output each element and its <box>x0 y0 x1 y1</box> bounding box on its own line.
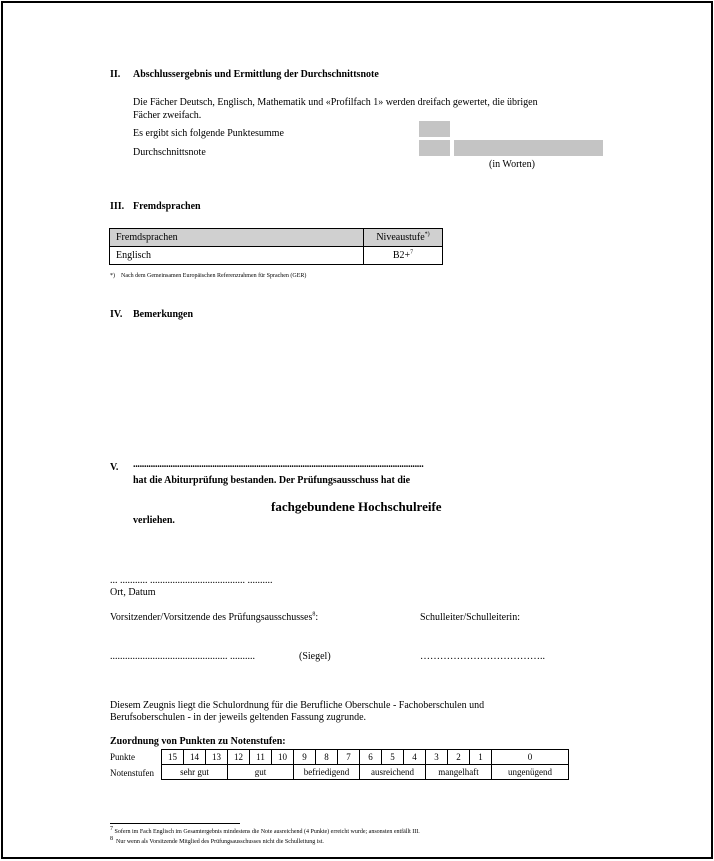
seal-label: (Siegel) <box>299 651 331 662</box>
footnote-7: $^7$ Sofern im Fach Englisch im Gesamtergebnis mindestens die Note ausreichend (4 Punkte) erreicht wurde; ansonsten entfällt III. <box>110 826 420 835</box>
points-cell: 6 <box>360 750 382 765</box>
principal-signature-dots: ……………………………….. <box>420 651 545 662</box>
points-cell: 13 <box>206 750 228 765</box>
footnote-divider <box>110 823 240 824</box>
section-3-number: III. <box>110 201 125 212</box>
points-cell: 4 <box>404 750 426 765</box>
regulation-note-line2: Berufsoberschulen - in der jeweils geltenden Fassung zugrunde. <box>110 712 367 723</box>
grade-cell: sehr gut <box>162 765 228 780</box>
place-date-dots: ... ........... ...................................... .......... <box>110 575 273 586</box>
weighting-text-line2: Fächer zweifach. <box>133 110 202 121</box>
ger-footnote: *) Nach dem Gemeinsamen Europäischen Referenzrahmen für Sprachen (GER) <box>110 273 307 279</box>
points-cell: 14 <box>184 750 206 765</box>
section-2-title: Abschlussergebnis und Ermittlung der Durchschnittsnote <box>133 69 379 80</box>
regulation-note-line1: Diesem Zeugnis liegt die Schulordnung für die Berufliche Oberschule - Fachoberschulen und <box>110 700 485 711</box>
footnote-8: $^8$ Nur wenn als Vorsitzende Mitglied des Prüfungsausschusses nicht die Schulleitung ist. <box>110 836 324 845</box>
average-grade-field <box>419 140 450 156</box>
passed-statement: hat die Abiturprüfung bestanden. Der Prüfungsausschuss hat die <box>133 475 411 486</box>
grade-mapping-table <box>161 749 569 780</box>
points-cell: 7 <box>338 750 360 765</box>
grade-mapping-title: Zuordnung von Punkten zu Notenstufen: <box>110 736 286 747</box>
points-sum-label: Es ergibt sich folgende Punktesumme <box>133 128 284 139</box>
points-cell: 0 <box>492 750 569 765</box>
grade-cell: ausreichend <box>360 765 426 780</box>
points-sum-field <box>419 121 450 137</box>
languages-table <box>109 228 443 265</box>
points-cell: 2 <box>448 750 470 765</box>
points-cell: 11 <box>250 750 272 765</box>
grade-cell: gut <box>228 765 294 780</box>
weighting-text-line1: Die Fächer Deutsch, Englisch, Mathematik und «Profilfach 1» werden dreifach gewertet, die übrigen <box>133 97 538 108</box>
average-grade-words-field <box>454 140 603 156</box>
section-4-number: IV. <box>110 309 123 320</box>
points-cell: 10 <box>272 750 294 765</box>
place-date-label: Ort, Datum <box>110 587 156 598</box>
in-words-caption: (in Worten) <box>489 159 535 170</box>
points-cell: 9 <box>294 750 316 765</box>
points-row <box>162 750 569 765</box>
table-row <box>110 247 443 265</box>
chair-signature-dots: ............................................... .......... <box>110 651 255 662</box>
section-4-title: Bemerkungen <box>133 309 193 320</box>
average-grade-label: Durchschnittsnote <box>133 147 206 158</box>
grade-cell: ungenügend <box>492 765 569 780</box>
points-cell: 15 <box>162 750 184 765</box>
points-cell: 12 <box>228 750 250 765</box>
languages-table-header <box>110 229 443 247</box>
conferred-text: verliehen. <box>133 515 175 526</box>
certificate-page <box>1 1 713 859</box>
level-cell: B2+$^7$ <box>364 247 443 265</box>
grades-row-label: Notenstufen <box>110 768 154 778</box>
section-3-title: Fremdsprachen <box>133 201 201 212</box>
grades-row <box>162 765 569 780</box>
grade-cell: befriedigend <box>294 765 360 780</box>
section-2-number: II. <box>110 69 121 80</box>
degree-title: fachgebundene Hochschulreife <box>271 499 442 514</box>
points-cell: 1 <box>470 750 492 765</box>
section-5-number: V. <box>110 462 119 473</box>
language-cell: Englisch <box>110 247 364 265</box>
points-cell: 8 <box>316 750 338 765</box>
grade-cell: mangelhaft <box>426 765 492 780</box>
principal-label: Schulleiter/Schulleiterin: <box>420 612 520 623</box>
chair-label: Vorsitzender/Vorsitzende des Prüfungsausschusses$^8$: <box>110 611 319 623</box>
name-dotted-line: .................................................................................................................................... <box>133 459 424 470</box>
languages-col-header: Fremdsprachen <box>110 229 364 247</box>
points-row-label: Punkte <box>110 752 136 762</box>
level-col-header: Niveaustufe*) <box>364 229 443 247</box>
points-cell: 5 <box>382 750 404 765</box>
points-cell: 3 <box>426 750 448 765</box>
